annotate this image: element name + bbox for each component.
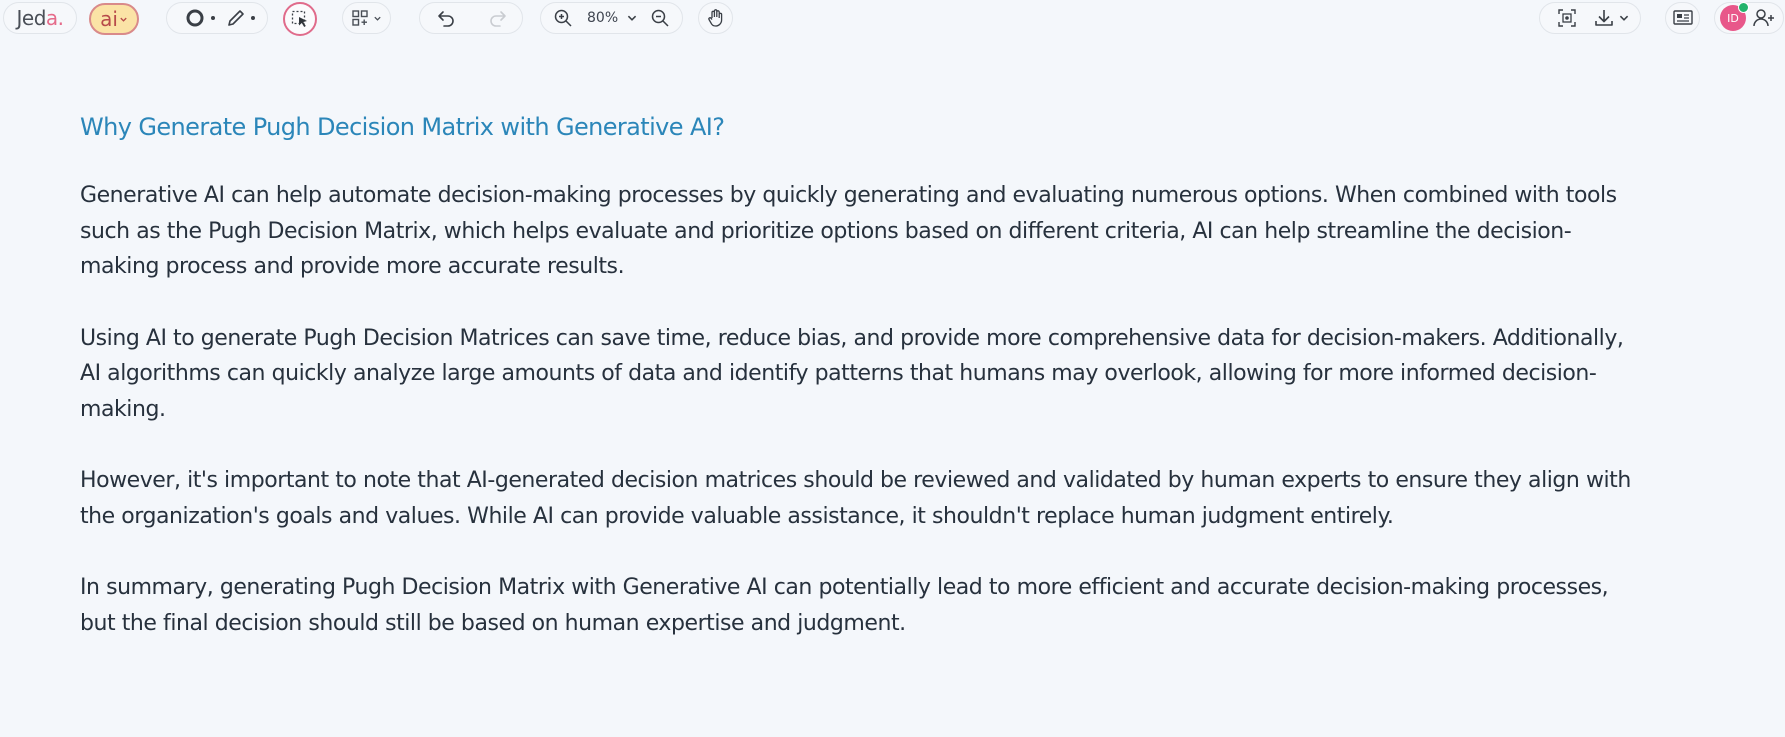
paragraph: Using AI to generate Pugh Decision Matrices can save time, reduce bias, and provide more comprehensive data for decision-makers. Additionally, AI algorithms can quickly analyze large amounts of data and identify patterns that humans may overlook, allowing for more informed decision-making. [80,325,1624,422]
draw-tools-group [166,2,268,34]
paragraph: In summary, generating Pugh Decision Matrix with Generative AI can potentially lead to more efficient and accurate decision-making processes, but the final decision should still be based on human expertise and judgment. [80,575,1609,636]
hand-icon [706,8,726,28]
online-status-dot [1738,2,1749,13]
screenshot-icon[interactable] [1556,7,1578,29]
layout-menu-button[interactable] [342,2,391,34]
redo-icon[interactable] [487,7,509,29]
present-button[interactable] [1665,2,1700,34]
zoom-in-icon[interactable] [553,8,573,28]
dot-icon [250,15,256,21]
chevron-down-icon [119,15,128,24]
export-group [1539,2,1641,34]
select-tool-button[interactable] [283,2,317,36]
dot-icon [210,15,216,21]
grid-icon [351,9,369,27]
document-content [80,108,1640,641]
history-group [419,2,523,34]
chevron-down-icon[interactable] [626,12,638,24]
hand-tool-button[interactable] [698,2,733,34]
zoom-group [540,2,683,34]
toolbar [0,0,1785,38]
paragraph: However, it's important to note that AI-generated decision matrices should be reviewed and validated by human experts to ensure they align with the organization's goals and values. While AI can provide valuable assistance, it shouldn't replace human judgment entirely. [80,468,1631,529]
app-logo[interactable] [3,2,77,34]
add-user-icon[interactable] [1752,7,1776,29]
present-icon [1672,8,1694,28]
circle-shape-icon[interactable] [185,8,205,28]
chevron-down-icon[interactable] [1618,12,1630,24]
avatar-initials: ID [1727,11,1739,25]
select-tool-icon [290,9,310,29]
download-icon[interactable] [1592,7,1616,29]
logo-accent: a. [45,6,64,30]
pen-icon[interactable] [225,7,247,29]
paragraph: Generative AI can help automate decision-making processes by quickly generating and evaluating numerous options. When combined with tools such as the Pugh Decision Matrix, which helps evaluate and prioritize options based on different criteria, AI can help streamline the decision-making process and provide more accurate results. [80,183,1617,279]
ai-button[interactable] [89,3,139,35]
zoom-value[interactable]: 80% [587,10,619,26]
document-heading: Why Generate Pugh Decision Matrix with Generative AI? [80,113,725,141]
ai-label: ai [100,7,118,31]
undo-icon[interactable] [435,7,457,29]
zoom-out-icon[interactable] [650,8,670,28]
chevron-down-icon [373,14,382,23]
logo-text: Jed [16,6,46,30]
